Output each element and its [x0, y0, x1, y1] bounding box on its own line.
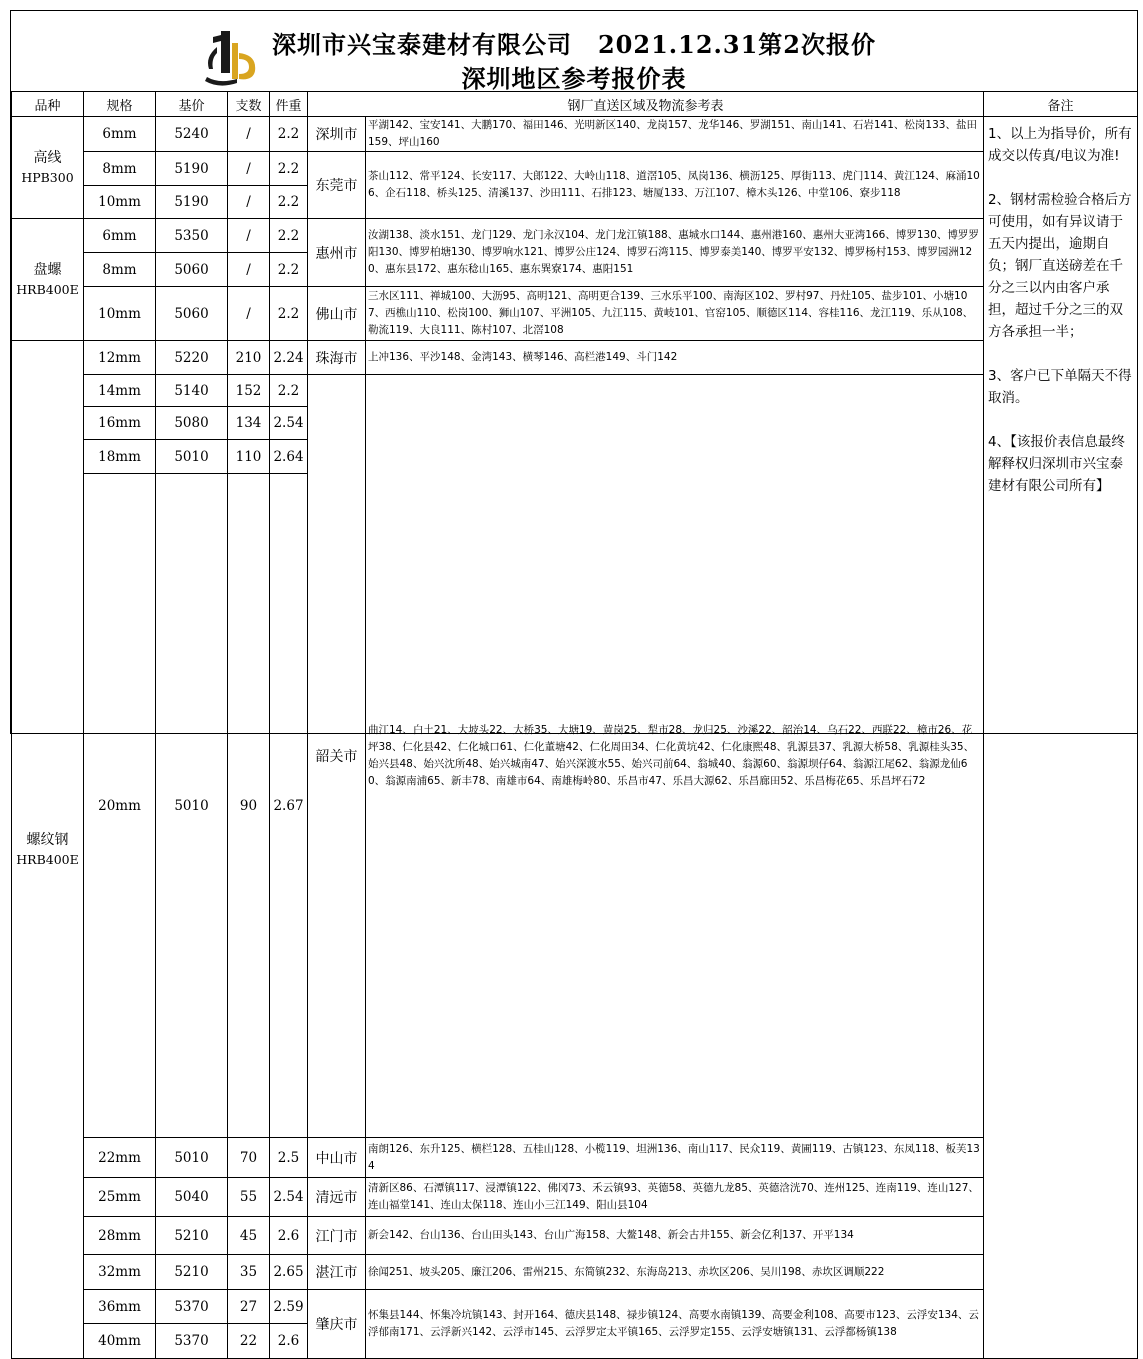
count-cell: 35 [228, 1255, 270, 1290]
weight-cell: 2.2 [270, 219, 308, 253]
spec-cell: 32mm [84, 1255, 156, 1290]
table-row [12, 1138, 1138, 1178]
count-cell: 27 [228, 1290, 270, 1324]
weight-cell: 2.2 [270, 117, 308, 152]
spec-cell: 22mm [84, 1138, 156, 1178]
count-cell: 45 [228, 1217, 270, 1255]
spec-cell: 10mm [84, 186, 156, 219]
weight-cell: 2.2 [270, 287, 308, 341]
category-code: HRB400E [16, 851, 79, 867]
header-weight: 件重 [270, 92, 308, 117]
price-cell: 5080 [156, 407, 228, 440]
table-row [12, 1217, 1138, 1255]
weight-cell: 2.54 [270, 1178, 308, 1217]
header [11, 11, 1137, 92]
city-cell: 中山市 [308, 1138, 366, 1178]
price-cell: 5210 [156, 1217, 228, 1255]
area-cell: 上冲136、平沙148、金湾143、横琴146、高栏港149、斗门142 [366, 341, 984, 375]
area-cell: 汝湖138、淡水151、龙门129、龙门永汉104、龙门龙江镇188、惠城水口144、惠州港160、惠州大亚湾166、博罗130、博罗罗阳130、博罗柏塘130、博罗响水121、博罗公庄124、博罗石湾115、博罗泰美140、博罗平安132、博罗杨村153、博罗园洲120、惠东县172、惠东稔山165、惠东巽寮174、惠阳151 [366, 219, 984, 287]
spec-cell: 8mm [84, 152, 156, 186]
table-row [12, 219, 1138, 253]
title-line [11, 25, 1137, 60]
category-name: 盘螺 [33, 261, 62, 278]
city-cell: 江门市 [308, 1217, 366, 1255]
spec-cell: 8mm [84, 253, 156, 287]
table-row [12, 1255, 1138, 1290]
count-cell: / [228, 117, 270, 152]
weight-cell: 2.2 [270, 186, 308, 219]
city-cell: 佛山市 [308, 287, 366, 341]
weight-cell: 2.5 [270, 1138, 308, 1178]
count-cell: / [228, 219, 270, 253]
category-cell [12, 219, 84, 341]
area-cell: 徐闻251、坡头205、廉江206、雷州215、东简镇232、东海岛213、赤坎区206、吴川198、赤坎区调顺222 [366, 1255, 984, 1290]
note-item: 1、以上为指导价，所有成交以传真/电议为准! [988, 126, 1132, 164]
price-cell: 5210 [156, 1255, 228, 1290]
company-name: 深圳市兴宝泰建材有限公司 [271, 30, 572, 59]
weight-cell: 2.24 [270, 341, 308, 375]
spec-cell: 18mm [84, 440, 156, 474]
count-cell: 210 [228, 341, 270, 375]
subtitle: 深圳地区参考报价表 [461, 64, 687, 93]
spec-cell: 20mm [84, 474, 156, 1138]
area-cell: 怀集县144、怀集冷坑镇143、封开164、德庆县148、禄步镇124、高要水南镇139、高要金利108、高要市123、云浮安134、云浮郁南171、云浮新兴142、云浮市145、云浮罗定太平镇165、云浮罗定155、云浮安塘镇131、云浮都杨镇138 [366, 1290, 984, 1359]
note-item: 4、【该报价表信息最终解释权归深圳市兴宝泰建材有限公司所有】 [988, 434, 1125, 494]
category-code: HRB400E [16, 281, 79, 297]
table-header-row [12, 92, 1138, 117]
city-cell: 清远市 [308, 1178, 366, 1217]
count-cell: 110 [228, 440, 270, 474]
header-notes: 备注 [984, 92, 1138, 117]
weight-cell: 2.59 [270, 1290, 308, 1324]
city-cell: 韶关市 [308, 375, 366, 1138]
weight-cell: 2.2 [270, 375, 308, 407]
count-cell: 90 [228, 474, 270, 1138]
spec-cell: 12mm [84, 341, 156, 375]
category-cell [12, 341, 84, 1359]
price-cell: 5140 [156, 375, 228, 407]
header-count: 支数 [228, 92, 270, 117]
spec-cell: 40mm [84, 1324, 156, 1359]
price-cell: 5220 [156, 341, 228, 375]
spec-cell: 36mm [84, 1290, 156, 1324]
price-cell: 5010 [156, 440, 228, 474]
price-cell: 5240 [156, 117, 228, 152]
spec-cell: 6mm [84, 219, 156, 253]
price-cell: 5060 [156, 253, 228, 287]
area-cell: 南朗126、东升125、横栏128、五桂山128、小榄119、坦洲136、南山117、民众119、黄圃119、古镇123、东凤118、板芙134 [366, 1138, 984, 1178]
price-cell: 5190 [156, 186, 228, 219]
city-cell: 肇庆市 [308, 1290, 366, 1359]
price-cell: 5370 [156, 1290, 228, 1324]
count-cell: / [228, 253, 270, 287]
table-row [12, 287, 1138, 341]
note-item: 2、钢材需检验合格后方可使用，如有异议请于五天内提出，逾期自负；钢厂直送磅差在千分之三以内由客户承担，超过千分之三的双方各承担一半； [988, 192, 1132, 340]
area-cell: 新会142、台山136、台山田头143、台山广海158、大鳌148、新会古井155、新会亿利137、开平134 [366, 1217, 984, 1255]
count-cell: 22 [228, 1324, 270, 1359]
header-price: 基价 [156, 92, 228, 117]
count-cell: / [228, 152, 270, 186]
header-category: 品种 [12, 92, 84, 117]
count-cell: 152 [228, 375, 270, 407]
table-row [12, 152, 1138, 186]
city-cell: 惠州市 [308, 219, 366, 287]
area-cell: 三水区111、禅城100、大沥95、高明121、高明更合139、三水乐平100、南海区102、罗村97、丹灶105、盐步101、小塘107、西樵山110、松岗100、狮山107、平洲105、九江115、黄岐101、官窑105、顺德区114、容桂116、龙江119、乐从108、勒流119、大良111、陈村107、北滘108 [366, 287, 984, 341]
table-row [12, 117, 1138, 152]
area-cell: 曲江14、白土21、大坡头22、大桥35、大塘19、黄岗25、犁市28、龙归25、沙溪22、韶治14、乌石22、西联22、樟市26、花坪38、仁化县42、仁化城口61、仁化董塘42、仁化周田34、仁化黄坑42、仁化康熙48、乳源县37、乳源大桥58、乳源桂头35、始兴县48、始兴沈所48、始兴城南47、始兴深渡水55、始兴司前64、翁城40、翁源60、翁源坝仔64、翁源江尾62、翁源龙仙60、翁源南浦65、新丰78、南雄市64、南雄梅岭80、乐昌市47、乐昌大源62、乐昌廊田52、乐昌梅花65、乐昌坪石72 [366, 375, 984, 1138]
price-cell: 5010 [156, 1138, 228, 1178]
price-cell: 5350 [156, 219, 228, 253]
spec-cell: 25mm [84, 1178, 156, 1217]
weight-cell: 2.64 [270, 440, 308, 474]
notes-cell [984, 117, 1138, 1359]
header-region: 钢厂直送区域及物流参考表 [308, 92, 984, 117]
area-cell: 平湖142、宝安141、大鹏170、福田146、光明新区140、龙岗157、龙华146、罗湖151、南山141、石岩141、松岗133、盐田159、坪山160 [366, 117, 984, 152]
price-cell: 5060 [156, 287, 228, 341]
spec-cell: 28mm [84, 1217, 156, 1255]
count-cell: 134 [228, 407, 270, 440]
price-cell: 5190 [156, 152, 228, 186]
quote-date: 2021.12.31第2次报价 [597, 30, 876, 59]
area-cell: 清新区86、石潭镇117、浸潭镇122、佛冈73、禾云镇93、英德58、英德九龙85、英德浛洸70、连州125、连南119、连山127、连山福堂141、连山太保118、连山小三江149、阳山县104 [366, 1178, 984, 1217]
count-cell: / [228, 287, 270, 341]
spec-cell: 10mm [84, 287, 156, 341]
price-sheet [10, 10, 1138, 1349]
category-name: 高线 [33, 149, 62, 166]
city-cell: 东莞市 [308, 152, 366, 219]
table-row [12, 1178, 1138, 1217]
area-cell: 茶山112、常平124、长安117、大郎122、大岭山118、道滘105、凤岗136、横沥125、厚街113、虎门114、黄江124、麻涌106、企石118、桥头125、清溪137、沙田111、石排123、塘厦133、万江107、樟木头126、中堂106、寮步118 [366, 152, 984, 219]
price-cell: 5010 [156, 474, 228, 1138]
weight-cell: 2.65 [270, 1255, 308, 1290]
city-cell: 珠海市 [308, 341, 366, 375]
weight-cell: 2.6 [270, 1324, 308, 1359]
spec-cell: 6mm [84, 117, 156, 152]
weight-cell: 2.54 [270, 407, 308, 440]
category-cell [12, 117, 84, 219]
weight-cell: 2.67 [270, 474, 308, 1138]
count-cell: 55 [228, 1178, 270, 1217]
price-cell: 5370 [156, 1324, 228, 1359]
note-item: 3、客户已下单隔天不得取消。 [988, 368, 1132, 406]
city-cell: 湛江市 [308, 1255, 366, 1290]
city-cell: 深圳市 [308, 117, 366, 152]
price-table [11, 91, 1138, 1359]
spec-cell: 16mm [84, 407, 156, 440]
table-row [12, 341, 1138, 375]
spec-cell: 14mm [84, 375, 156, 407]
count-cell: 70 [228, 1138, 270, 1178]
weight-cell: 2.2 [270, 152, 308, 186]
weight-cell: 2.2 [270, 253, 308, 287]
header-spec: 规格 [84, 92, 156, 117]
category-name: 螺纹钢 [26, 831, 69, 848]
table-row [12, 375, 1138, 407]
category-code: HPB300 [21, 169, 74, 185]
count-cell: / [228, 186, 270, 219]
weight-cell: 2.6 [270, 1217, 308, 1255]
price-cell: 5040 [156, 1178, 228, 1217]
table-row [12, 1290, 1138, 1324]
